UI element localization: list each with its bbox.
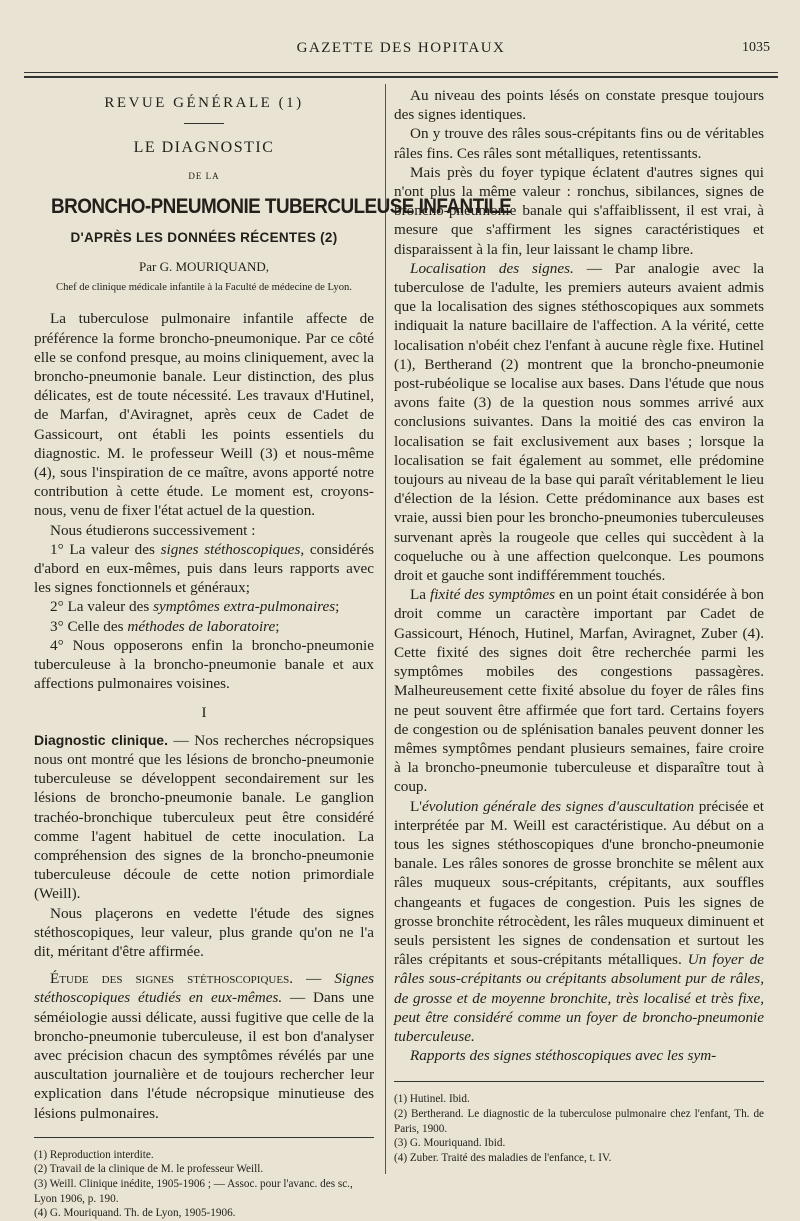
column-divider <box>385 84 386 1174</box>
footnotes <box>34 1137 374 1221</box>
paragraph: Mais près du foyer typique éclatent d'autres signes qui n'ont plus la même valeur : ronchus, sibilances, signes de broncho-pneumonie banale qui s'affaiblissent, il est vrai, à mesure que s'affirment les signes caractéristiques et disparaissent à la fin, leur laissant le champ libre. <box>394 163 764 258</box>
list-item: 3° Celle des méthodes de laboratoire; <box>50 617 280 635</box>
page-number: 1035 <box>742 40 770 55</box>
paragraph: Étude des signes stéthoscopiques. — Signes stéthoscopiques étudiés en eux-mêmes. — Dans une séméiologie aussi délicate, aussi fugitive que celle de la broncho-pneumonie tuberculeuse, il est bon d'analyser avec précision chacun des symptômes révélés par une auscultation journalière et de toujours rechercher leur explication dans l'étude nécropsique minutieuse des lésions pulmonaires. <box>34 970 374 1122</box>
subsection-heading: Rapports des signes stéthoscopiques avec les sym- <box>410 1047 717 1065</box>
right-column <box>394 86 764 1165</box>
paragraph <box>394 1046 764 1065</box>
footnote: (3) G. Mouriquand. Ibid. <box>394 1137 506 1150</box>
paragraph: La tuberculose pulmonaire infantile affecte de préférence la forme broncho-pneumonique. Par ce côté elle se confond presque, au moins cliniquement, avec la broncho-pneumonie banale. Leur distinction, des plus délicates, est de toute nécessité. Les travaux d'Hutinel, de Marfan, d'Aviragnet, après ceux de Cadet de Gassicourt, ont établi les points essentiels du diagnostic. M. le professeur Weill (3) et nous-même (4), sous l'inspiration de ce maître, avons apporté notre contribution à cette étude. Le moment est, croyons-nous, venu de fixer l'état actuel de la question. <box>34 310 374 520</box>
running-header <box>24 40 778 62</box>
footnote: (4) Zuber. Traité des maladies de l'enfance, t. IV. <box>394 1151 612 1164</box>
author-line: Par G. MOURIQUAND, <box>139 259 269 275</box>
journal-title: GAZETTE DES HOPITAUX <box>296 40 506 56</box>
subsection-heading: Localisation des signes. <box>410 259 574 277</box>
paragraph: On y trouve des râles sous-crépitants fins ou de véritables râles fins. Ces râles sont métalliques, retentissants. <box>394 125 764 162</box>
footnote: (1) Reproduction interdite. <box>34 1148 154 1161</box>
footnote: (2) Travail de la clinique de M. le professeur Weill. <box>34 1163 264 1176</box>
paragraph: La fixité des symptômes en un point était considérée à bon droit comme un caractère important par Cadet de Gassicourt, Hénoch, Hutinel, Marfan, Aviragnet, Zuber (4). Cette fixité des signes doit être recherchée parmi les symptômes mobiles des congestions passagères. Malheureusement cette fixité absolue du foyer de râles fins ne peut souvent être affirmée que fort tard. Certains foyers de congestion ou de splénisation banales peuvent donner les mêmes symptômes pendant plusieurs semaines, faire croire à la broncho-pneumonie tuberculeuse et disparaître tout à coup. <box>394 586 764 796</box>
article-pretitle-connector: DE LA <box>188 171 220 182</box>
footnote: (1) Hutinel. Ibid. <box>394 1093 470 1106</box>
footnote: (3) Weill. Clinique inédite, 1905-1906 ; — Assoc. pour l'avanc. des sc., Lyon 1906, p. 190. <box>34 1177 353 1205</box>
paragraph: Au niveau des points lésés on constate presque toujours des signes identiques. <box>394 87 764 124</box>
list-item: 1° La valeur des signes stéthoscopiques, considérés d'abord en eux-mêmes, puis dans leurs rapports avec les signes fonctionnels et généraux; <box>34 540 374 597</box>
paragraph: Diagnostic clinique. — Nos recherches nécropsiques nous ont montré que les lésions de broncho-pneumonie tuberculeuse se développent secondairement sur les lésions de broncho-pneumonie banale. Le ganglion trachéo-bronchique tuberculeux peut être considéré comme l'agent habituel de cette inoculation. La compréhension des signes de la broncho-pneumonie tuberculeuse découle de cette notion primordiale (Weill). <box>34 731 374 903</box>
header-rule-thick <box>24 76 778 78</box>
footnote: (4) G. Mouriquand. Th. de Lyon, 1905-1906. <box>34 1207 236 1220</box>
subsection-heading: Étude des signes stéthoscopiques. <box>50 970 293 988</box>
footnotes <box>394 1081 764 1165</box>
title-rule <box>184 123 224 124</box>
article-subtitle: D'APRÈS LES DONNÉES RÉCENTES (2) <box>70 229 338 245</box>
article-title: BRONCHO-PNEUMONIE TUBERCULEUSE INFANTILE <box>51 194 512 218</box>
article-pretitle: LE DIAGNOSTIC <box>133 139 275 157</box>
section-number: I <box>201 704 207 722</box>
list-item: 2° La valeur des symptômes extra-pulmonaires; <box>50 598 340 616</box>
paragraph: Nous plaçerons en vedette l'étude des signes stéthoscopiques, leur valeur, plus grande qu'on ne l'a dit, méritant d'être affirmée. <box>34 904 374 960</box>
list-item: 4° Nous opposerons enfin la broncho-pneumonie tuberculeuse à la broncho-pneumonie banale et aux affections pulmonaires voisines. <box>34 636 374 693</box>
section-label: REVUE GÉNÉRALE (1) <box>104 95 304 111</box>
paragraph: Localisation des signes. — Par analogie avec la tuberculose de l'adulte, les premiers auteurs avaient admis que la localisation des signes stéthoscopiques aux sommets indiquait la nature bacillaire de l'affection. A la vérité, cette localisation n'obéit chez l'enfant à aucune règle fixe. Hutinel (1), Bertherand (2) montrent que la broncho-pneumonie post-rubéolique se localise aux bases. Dans l'étude que nous avons faite (3) de la question nous sommes arrivé aux conclusions suivantes. Dans la moitié des cas environ la localisation se fait exclusivement aux bases ; lorsque la localisation se fait également au sommet, elle prédomine toujours au niveau de la base qui paraît véritablement le lieu d'élection de la lésion. Cette prédominance aux bases est vraie, aussi bien pour les broncho-pneumonies tuberculeuses survenant après la rougeole que celles qui succèdent à la coqueluche ou à une affection quelconque. Les poumons droit et gauche sont indifféremment touchés. <box>394 259 764 585</box>
paragraph: Nous étudierons successivement : <box>50 521 256 539</box>
author-affiliation: Chef de clinique médicale infantile à la Faculté de médecine de Lyon. <box>56 282 352 294</box>
header-rule <box>24 72 778 73</box>
section-heading: Diagnostic clinique. <box>34 731 168 748</box>
footnote: (2) Bertherand. Le diagnostic de la tuberculose pulmonaire chez l'enfant, Th. de Paris, 1900. <box>394 1107 764 1135</box>
paragraph: L'évolution générale des signes d'auscultation précisée et interprétée par M. Weill est caractéristique. Au début on a tous les signes stéthoscopiques d'une broncho-pneumonie banale. Les râles sonores de grosse bronchite se mêlent aux râles muqueux sous-crépitants, crépitants, aux souffles changeants et fugaces de congestion. Puis les signes de grosse bronchite rétrocèdent, les râles muqueux diminuent et seuls persistent les signes de condensation et surtout les râles crépitants et sous-crépitants métalliques. Un foyer de râles sous-crépitants ou crépitants absolument pur de râles, de grosse et de moyenne bronchite, très localisé et très fixe, peut être considéré comme un foyer de broncho-pneumonie tuberculeuse. <box>394 797 764 1045</box>
